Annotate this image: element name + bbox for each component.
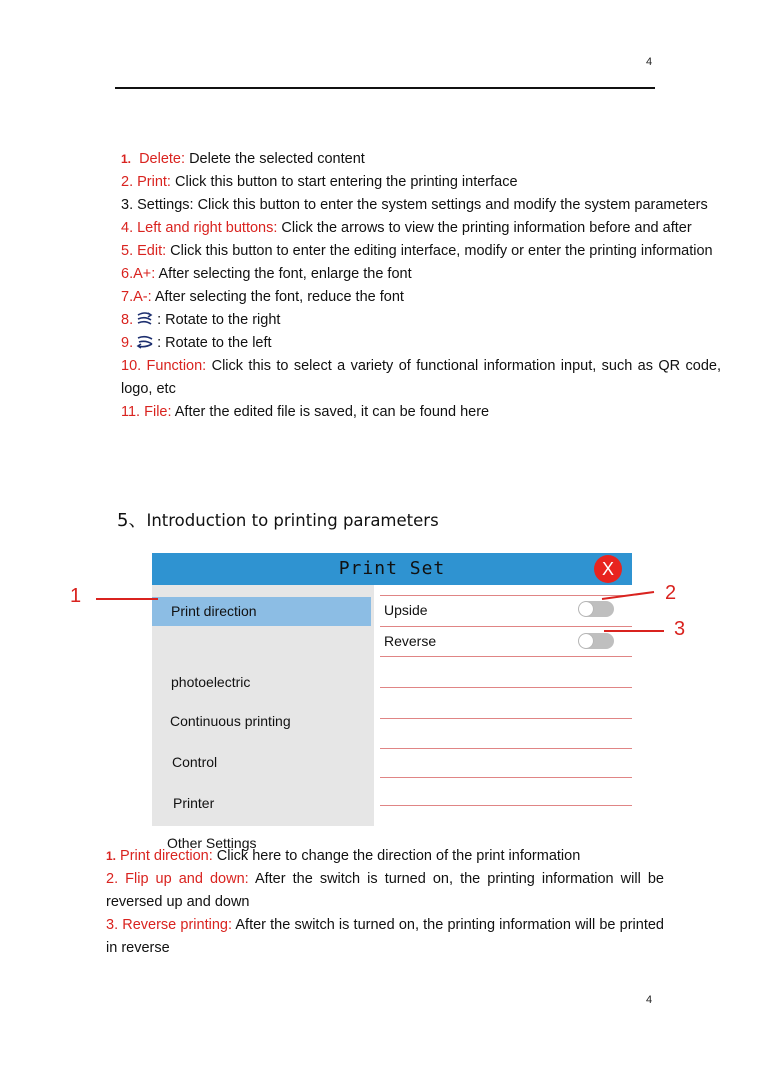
callout-1: 1 — [70, 585, 82, 607]
page-number-top: 4 — [646, 56, 653, 68]
upside-label: Upside — [384, 602, 428, 618]
list-item: 1. Delete: Delete the selected content — [121, 151, 365, 167]
sidebar-item-continuous-printing[interactable]: Continuous printing — [170, 713, 291, 729]
sidebar-item-photoelectric[interactable]: photoelectric — [171, 674, 251, 690]
sidebar-item-print-direction[interactable]: Print direction — [152, 597, 371, 626]
list-item: 10. Function: Click this to select a variety of functional information input, such as QR code, logo, etc — [121, 358, 722, 397]
list-item: 11. File: After the edited file is saved, it can be found here — [121, 404, 490, 420]
settings-sidebar — [152, 585, 374, 851]
row-divider — [380, 626, 632, 627]
print-set-panel — [152, 553, 632, 851]
callout-line-1 — [96, 598, 158, 600]
print-set-titlebar — [152, 553, 632, 585]
sidebar-item-control[interactable]: Control — [172, 754, 218, 770]
list-item: 6.A+: After selecting the font, enlarge the font — [121, 266, 412, 282]
row-divider — [380, 656, 632, 657]
row-divider — [380, 595, 632, 596]
button-description-list — [121, 148, 721, 424]
list-item: 2. Print: Click this button to start entering the printing interface — [121, 174, 518, 190]
upside-toggle[interactable] — [578, 601, 614, 617]
toggle-knob — [579, 634, 593, 648]
reverse-toggle[interactable] — [578, 633, 614, 649]
callout-line-3 — [604, 630, 664, 632]
rotate-left-icon — [135, 334, 155, 350]
header-rule — [115, 87, 655, 89]
reverse-label: Reverse — [384, 633, 437, 649]
list-item: 2. Flip up and down: After the switch is turned on, the printing information will be reversed up and down — [106, 871, 664, 910]
section-heading: 5、Introduction to printing parameters — [117, 510, 439, 531]
list-item: 1. Print direction: Click here to change the direction of the print information — [106, 848, 581, 864]
list-item: 4. Left and right buttons: Click the arrows to view the printing information before and after — [121, 220, 692, 236]
sidebar-item-other-settings[interactable]: Other Settings — [167, 835, 257, 851]
parameter-notes — [106, 845, 664, 960]
list-item: 9. : Rotate to the left — [121, 335, 272, 351]
print-set-title: Print Set — [338, 558, 446, 579]
list-item: 8. : Rotate to the right — [121, 312, 281, 328]
close-button[interactable]: X — [594, 555, 622, 583]
list-item: 3. Settings: Click this button to enter the system settings and modify the system parameters — [121, 197, 708, 213]
row-divider — [380, 777, 632, 778]
settings-rows — [380, 585, 632, 826]
sidebar-item-printer[interactable]: Printer — [173, 795, 215, 811]
page-number-bottom: 4 — [646, 994, 653, 1006]
toggle-knob — [579, 602, 593, 616]
list-item: 5. Edit: Click this button to enter the editing interface, modify or enter the printing information — [121, 243, 713, 259]
row-divider — [380, 687, 632, 688]
callout-line-2 — [600, 590, 656, 602]
list-item: 3. Reverse printing: After the switch is turned on, the printing information will be printed in reverse — [106, 917, 664, 956]
list-item: 7.A-: After selecting the font, reduce the font — [121, 289, 404, 305]
rotate-right-icon — [135, 311, 155, 327]
row-divider — [380, 805, 632, 806]
row-divider — [380, 748, 632, 749]
callout-2: 2 — [665, 582, 677, 604]
row-divider — [380, 718, 632, 719]
callout-3: 3 — [674, 618, 686, 640]
